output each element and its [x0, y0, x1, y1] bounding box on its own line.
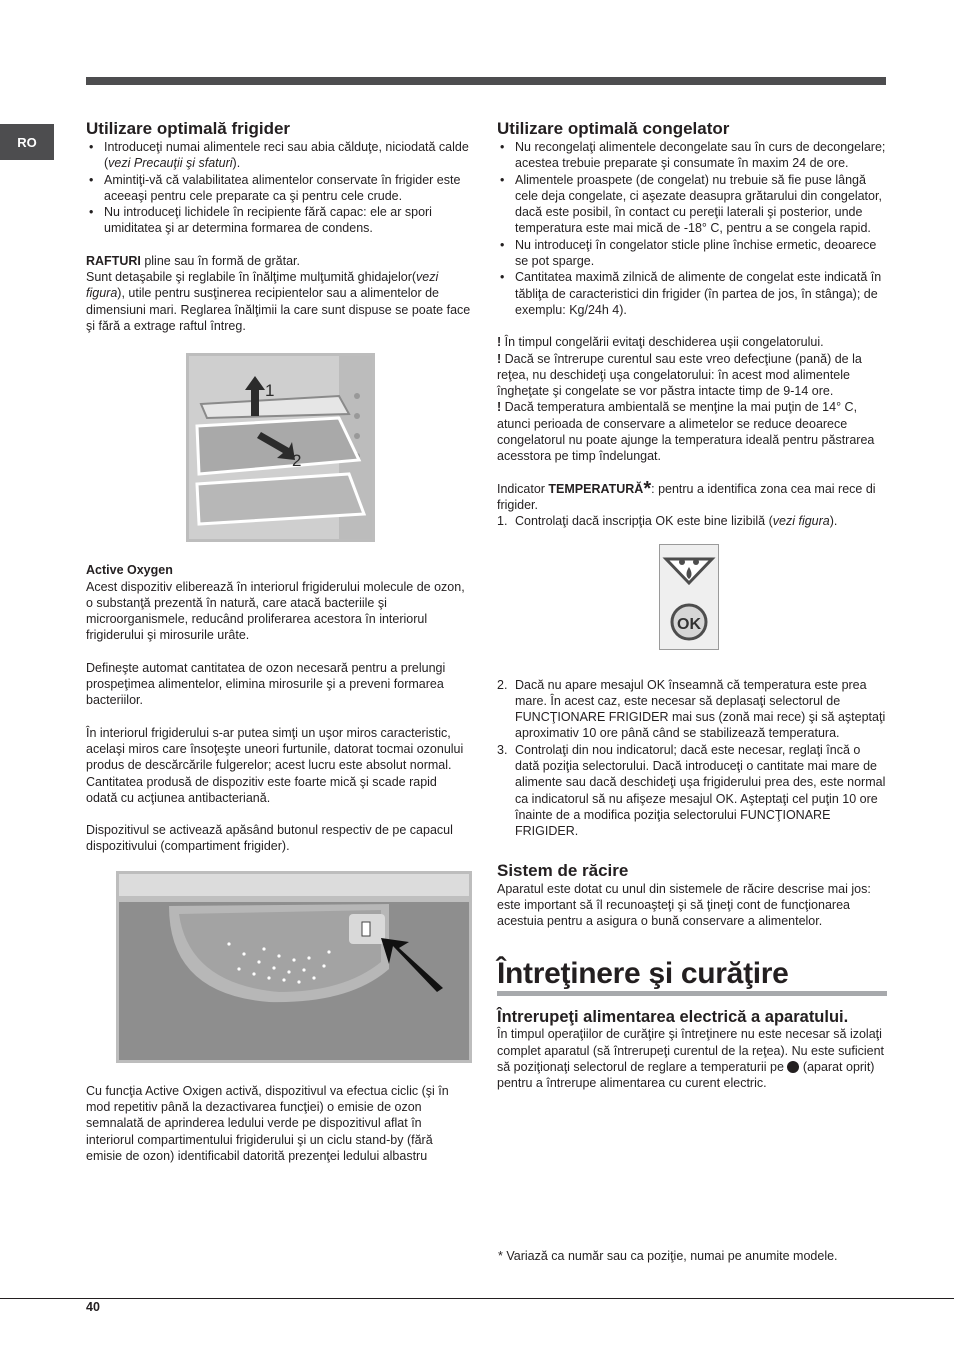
shelves-text: pline sau în formă de grătar.	[140, 253, 300, 268]
indicator-steps-list-continued	[497, 677, 887, 840]
tip-text: Introduceţi numai alimentele reci sau abia călduţe, niciodată calde (	[104, 140, 469, 171]
indicator-text: Indicator	[497, 481, 549, 496]
indicator-steps-list	[497, 513, 887, 529]
freezer-tips-list	[497, 139, 887, 318]
shelves-text: ), utile pentru susţinerea recipientelor sau a alimentelor de dimensiuni mari. Reglarea înălţimii la care sunt dispuse se poate face şi fără a extrage raftul întreg.	[86, 286, 471, 333]
warning-3	[497, 399, 887, 464]
list-item: • Nu recongelaţi alimentele decongelate sau în curs de decongelare; acestea trebuie preparate şi consumate în maxim 24 de ore.	[497, 139, 887, 172]
cross-reference: vezi Precauţii şi sfaturi	[108, 156, 233, 171]
bottom-divider	[0, 1298, 954, 1299]
maintenance-text: În timpul operaţiilor de curăţire şi întreţinere nu este necesar să izolaţi complet aparatul (să întrerupeţi curentul de la reţea). Nu este suficient să poziţionaţi selectorul de reglare a temperaturii pe	[497, 1027, 885, 1074]
warning-text: Dacă se întrerupe curentul sau este vreo defecţiune (pană) de la reţea, nu deschideţi uşa congelatorului: în acest mod alimentele îngheţate şi congelate se vor păstra intacte timp de 9-14 ore.	[497, 351, 862, 399]
list-item	[497, 513, 887, 529]
step-number: 3.	[497, 742, 508, 757]
warning-mark: !	[497, 351, 502, 366]
oxygen-paragraph-2: Defineşte automat cantitatea de ozon necesară pentru a prelungi prospeţimea alimentelor, elimina mirosurile şi a preveni formarea bacteriilor.	[86, 660, 446, 708]
warning-text: Dacă temperatura ambientală se menţine la mai puţin de 14° C, atunci perioada de conservare a alimetelor se reduce deoarece congelatorul nu poate ajunge la temperatura ideală pentru păstrarea acesstora pe timp îndelungat.	[497, 400, 875, 464]
cross-reference: vezi figura	[86, 270, 439, 301]
oxygen-paragraph-1: Acest dispozitiv eliberează în interiorul frigiderului molecule de ozon, o substanţă prezentă în natură, care atacă bacteriile şi microorganismele, reducând proliferarea acestora în interiorul frigiderului şi mirosurile urâte.	[86, 579, 465, 643]
shelves-label: RAFTURI	[86, 253, 141, 268]
cross-reference: vezi figura	[772, 514, 830, 529]
shelves-paragraph	[86, 253, 471, 334]
shelves-text: Sunt detaşabile şi reglabile în înălţime mulţumită ghidajelor(	[86, 270, 417, 285]
warning-1	[497, 334, 887, 350]
step-number: 1.	[497, 514, 508, 529]
page-number: 40	[86, 1300, 100, 1314]
language-code: RO	[17, 134, 37, 150]
list-item	[497, 677, 887, 742]
cooling-system-paragraph: Aparatul este dotat cu unul din sistemele de răcire descrise mai jos: este important să îl recunoaşteţi şi să ţineţi cont de funcţionarea acestuia pentru a asigura o bună conservare a alimentelor.	[497, 881, 871, 929]
off-position-icon	[787, 1061, 799, 1073]
maintenance-paragraph	[497, 1026, 887, 1091]
step-text: ).	[829, 514, 838, 529]
active-oxygen-title	[86, 562, 471, 578]
right-column	[497, 119, 887, 1092]
footnote: * Variază ca număr sau ca poziţie, numai pe anumite modele.	[498, 1249, 838, 1263]
list-item	[86, 139, 471, 172]
cooling-system-title: Sistem de răcire	[497, 860, 629, 880]
temperature-indicator-intro	[497, 477, 887, 514]
shelf-adjustment-figure	[186, 353, 375, 542]
shelf-illustration	[189, 356, 372, 539]
fridge-tips-list	[86, 139, 471, 237]
power-off-subtitle: Întrerupeţi alimentarea electrică a aparatului.	[497, 1008, 849, 1027]
ok-label: OK	[677, 615, 701, 633]
indicator-text: : pentru a identifica zona cea mai rece di frigider.	[497, 481, 876, 512]
list-item: • Amintiţi-vă că valabilitatea alimentelor conservate în frigider este aceeaşi pentru cele preparate ca şi pentru cele crude.	[86, 172, 471, 205]
freezer-section-title: Utilizare optimală congelator	[497, 119, 730, 138]
maintenance-text: (aparat oprit) pentru a întrerupe alimentarea cu curent electric.	[497, 1059, 875, 1091]
fridge-section-title: Utilizare optimală frigider	[86, 119, 291, 138]
temperature-label: TEMPERATURĂ	[548, 481, 644, 496]
tip-text: ).	[232, 156, 241, 171]
list-item: • Nu introduceţi în congelator sticle pline închise ermetic, deoarece se pot sparge.	[497, 237, 887, 270]
step-number: 2.	[497, 677, 508, 692]
step-text: Controlaţi dacă inscripţia OK este bine lizibilă (	[515, 514, 773, 529]
maintenance-title: Întreţinere şi curăţire	[497, 957, 887, 996]
oxygen-paragraph-3: În interiorul frigiderului s-ar putea simţi un uşor miros caracteristic, acelaşi miros care însoţeşte uneori furtunile, datorat tocmai ozonului produs de descărcările fulgerelor; acest lucru este absolut normal. Cantitatea produsă de dispozitiv este foarte mică şi scade rapid odată cu acţiunea antibacteriană.	[86, 725, 464, 805]
list-item: • Nu introduceţi lichidele în recipiente fără capac: ele ar spori umiditatea şi ar determina formarea de condens.	[86, 204, 471, 237]
warning-mark: !	[497, 400, 502, 415]
step-text: Dacă nu apare mesajul OK înseamnă că temperatura este prea mare. În acest caz, este necesar să deplasaţi selectorul de FUNCŢIONARE FRIGIDER mai sus (zonă mai rece) şi să aşteptaţi aproximativ 10 ore până când se stabilizează temperatura.	[515, 677, 886, 741]
top-divider-bar	[86, 77, 886, 85]
ozone-device-illustration	[119, 874, 469, 1060]
list-item: • Alimentele proaspete (de congelat) nu trebuie să fie puse lângă cele deja congelate, ci aşezate deasupra grătarului din congelator, dacă este posibil, în contact cu pereţii laterali şi posterior, unde temperatura este mai mică de -18° C, pentru a se congela rapid.	[497, 172, 887, 237]
warning-text: În timpul congelării evitaţi deschiderea uşii congelatorului.	[501, 335, 824, 350]
step-text: Controlaţi din nou indicatorul; dacă este necesar, reglaţi încă o dată poziţia selectorului. Dacă introduceţi o cantitate mai mare de alimente sau dacă deschideţi uşa frigiderului prea des, este normal ca indicatorul să nu afişeze mesajul OK. Aşteptaţi cel puţin 10 ore înainte de a modifica poziţia selectorului FUNCŢIONARE FRIGIDER.	[515, 742, 886, 839]
oxygen-paragraph-4: Dispozitivul se activează apăsând butonul respectiv de pe capacul dispozitivului (compartiment frigider).	[86, 823, 453, 854]
active-oxygen-title-text: Active Oxygen	[86, 563, 173, 578]
footnote-star: *	[643, 477, 652, 500]
warning-2	[497, 351, 887, 400]
figure-callout-1: 1	[265, 381, 275, 401]
temperature-indicator-figure	[659, 544, 719, 650]
active-oxygen-device-figure	[116, 871, 472, 1063]
list-item	[497, 742, 887, 840]
left-column	[86, 119, 471, 1164]
list-item: • Cantitatea maximă zilnică de alimente de congelat este indicată în tăbliţa de caracteristici din frigider (în partea de jos, în stânga); de exemplu: Kg/24h 4).	[497, 269, 887, 318]
warning-mark: !	[497, 335, 502, 350]
figure-callout-2: 2	[292, 451, 302, 471]
ok-indicator-icon	[660, 545, 718, 649]
language-tab	[0, 124, 54, 160]
oxygen-paragraph-5: Cu funcţia Active Oxigen activă, dispozitivul va efectua ciclic (şi în mod repetitiv până la dezactivarea funcţiei) o emisie de ozon semnalată de aprinderea ledului verde pe dispozitivul aflat în interiorul compartimentului frigiderului şi un ciclu stand-by (fără emisie de ozon) identificabil datorită prezenţei ledului albastru	[86, 1083, 449, 1163]
